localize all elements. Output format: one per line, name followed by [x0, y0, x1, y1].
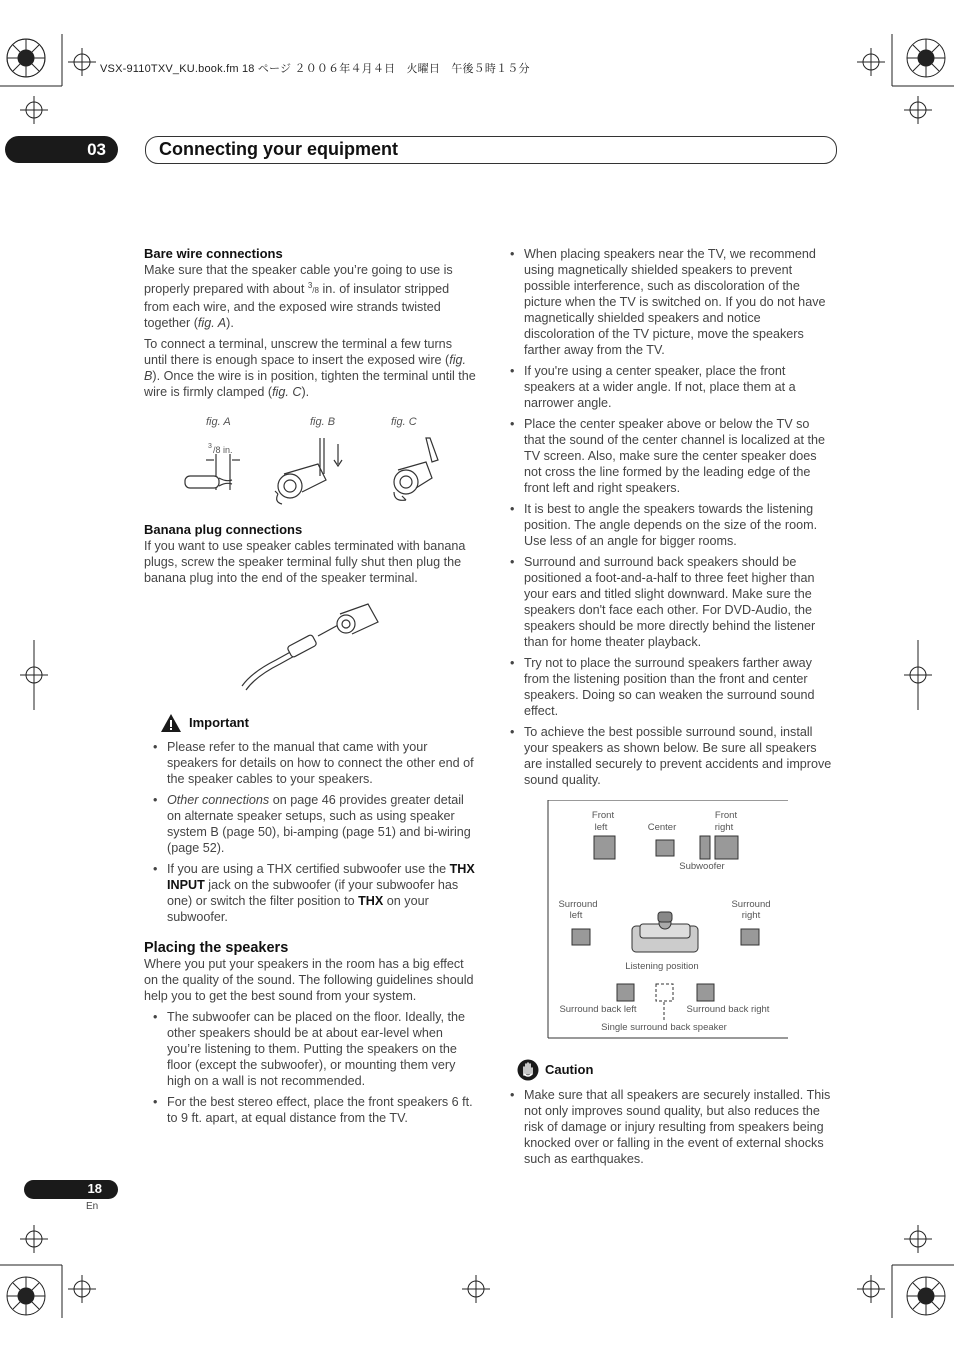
placing-guideline-item: • If you're using a center speaker, place the front speakers at a wider angle. If not, place them at a narrower angle.: [509, 363, 833, 411]
svg-text:Front: Front: [714, 810, 738, 821]
chapter-number: 03: [87, 140, 106, 159]
chapter-title-box: [145, 136, 837, 164]
registration-starburst-icon: [7, 1277, 45, 1315]
wire-strip-illustration: [185, 454, 240, 490]
important-section: [144, 713, 477, 930]
chapter-number-pill: [5, 136, 118, 163]
terminal-tight-illustration: [394, 438, 438, 500]
svg-text:right: right: [741, 910, 761, 921]
placing-guideline-item: • Try not to place the surround speakers farther away from the listening position than the front and center speakers. Doing so can weaken the surround sound effect.: [509, 655, 833, 719]
right-column: [509, 246, 833, 793]
svg-text:left: left: [594, 822, 608, 833]
placing-section: [144, 940, 477, 1131]
registration-starburst-icon: [7, 39, 45, 77]
placing-heading: Placing the speakers: [144, 940, 289, 956]
svg-text:Surround: Surround: [731, 899, 771, 910]
caution-item: • Make sure that all speakers are securely installed. This not only improves sound quality, but also reduces the risk of damage or injury resulting from speakers being knocked over or falling in the event of external shocks such as earthquakes.: [509, 1087, 833, 1167]
caution-hand-icon: [517, 1059, 539, 1081]
caution-heading: Caution: [545, 1062, 594, 1077]
svg-text:Single surround back speaker: Single surround back speaker: [601, 1022, 727, 1033]
caution-section: [509, 1059, 833, 1172]
svg-text:Center: Center: [647, 822, 677, 833]
svg-text:left: left: [569, 910, 583, 921]
fig-a-label: fig. A: [206, 416, 231, 428]
surround-right-speaker: [741, 929, 759, 945]
sofa-icon: [632, 912, 698, 952]
placing-guideline-item: • Surround and surround back speakers should be positioned a foot-and-a-half to three feet higher than your ears and titled slight downward. Make sure the speakers don't face each other. For DVD-Audio, the speakers should be more directly behind the listener than for home theater playback.: [509, 554, 833, 650]
center-speaker: [656, 840, 674, 856]
bare-wire-paragraph-1: Make sure that the speaker cable you’re going to use is properly prepared with about $^3$/8 in. of insulator stripped from each wire, and the exposed wire strands twisted together (fig. A).: [144, 263, 453, 330]
bare-wire-heading: Bare wire connections: [144, 246, 283, 261]
banana-section: [144, 522, 477, 591]
svg-text:right: right: [714, 822, 734, 833]
chapter-title: Connecting your equipment: [159, 139, 399, 159]
banana-plug-figure: [236, 596, 386, 692]
banana-heading: Banana plug connections: [144, 522, 303, 537]
placing-guideline-item: • When placing speakers near the TV, we recommend using magnetically shielded speakers to prevent possible interference, such as discoloration of the picture when the TV is switched on. If you do not have magnetically shielded speakers and notice discoloration of the TV picture, move the speakers farther away from the TV.: [509, 246, 833, 358]
surround-back-right-speaker: [697, 984, 714, 1001]
fig-b-label: fig. B: [310, 416, 336, 428]
language-code: En: [86, 1201, 99, 1212]
strip-length-label: /8 in.: [213, 445, 233, 455]
subwoofer-speaker: [700, 836, 710, 859]
speaker-layout-diagram: [546, 800, 792, 1040]
single-surround-back-speaker: [656, 984, 673, 1001]
bare-wire-paragraph-2: To connect a terminal, unscrew the terminal a few turns until there is enough space to insert the exposed wire (fig. B). Once the wire is in position, tighten the terminal until the wire is firmly clamped (fig. C).: [144, 337, 476, 399]
registration-starburst-icon: [907, 39, 945, 77]
surround-back-left-speaker: [617, 984, 634, 1001]
important-heading: Important: [189, 715, 249, 730]
placing-guideline-item: • For the best stereo effect, place the front speakers 6 ft. to 9 ft. apart, at equal distance from the TV.: [144, 1094, 477, 1126]
front-left-speaker: [594, 836, 615, 859]
front-right-speaker: [715, 836, 738, 859]
terminal-open-illustration: [275, 438, 342, 504]
placing-guideline-item: • Place the center speaker above or below the TV so that the sound of the center channel is localized at the TV screen. Also, make sure the center speaker does not cross the line formed by the leading edge of the front left and right speakers.: [509, 416, 833, 496]
bare-wire-figures: [170, 408, 460, 508]
placing-intro: Where you put your speakers in the room has a big effect on the quality of the sound. The following guidelines should help you to get the best sound from your system.: [144, 957, 474, 1003]
banana-paragraph: If you want to use speaker cables terminated with banana plugs, screw the speaker terminal fully shut then plug the banana plug into the end of the speaker terminal.: [144, 539, 466, 585]
important-item: • If you are using a THX certified subwoofer use the THX INPUT jack on the subwoofer (if your subwoofer has one) or switch the filter position to THX on your subwoofer.: [144, 861, 477, 925]
placing-guideline-item: • To achieve the best possible surround sound, install your speakers as shown below. Be sure all speakers are installed securely to prevent accidents and improve sound quality.: [509, 724, 833, 788]
important-item: • Other connections on page 46 provides greater detail on alternate speaker setups, such as using speaker system B (page 50), bi-amping (page 51) and bi-wiring (page 52).: [144, 792, 477, 856]
svg-text:Surround back left: Surround back left: [559, 1004, 637, 1015]
svg-text:Listening position: Listening position: [625, 961, 699, 972]
placing-guideline-item: • It is best to angle the speakers towards the listening position. The angle depends on the size of the room. Use less of an angle for bigger rooms.: [509, 501, 833, 549]
registration-starburst-icon: [907, 1277, 945, 1315]
svg-text:Subwoofer: Subwoofer: [679, 861, 725, 872]
svg-text:Front: Front: [591, 810, 615, 821]
placing-guideline-item: • The subwoofer can be placed on the floor. Ideally, the other speakers should be at about ear-level when you’re listening to them. Putting the speakers on the floor (except the subwoofer), or mounting them very high on a wall is not recommended.: [144, 1009, 477, 1089]
important-item: • Please refer to the manual that came with your speakers for details on how to connect the other end of the speaker cables to your speakers.: [144, 739, 477, 787]
surround-left-speaker: [572, 929, 590, 945]
warning-icon: [160, 713, 182, 733]
print-header: VSX-9110TXV_KU.book.fm 18 ページ ２００６年４月４日 火曜日 午後５時１５分: [100, 63, 530, 75]
left-column: [144, 246, 477, 405]
svg-text:Surround back right: Surround back right: [686, 1004, 770, 1015]
fig-c-label: fig. C: [391, 416, 417, 428]
svg-text:Surround: Surround: [558, 899, 598, 910]
strip-length-num: 3: [208, 443, 212, 450]
page-number: 18: [87, 1181, 102, 1196]
page-number-pill: [24, 1180, 118, 1199]
